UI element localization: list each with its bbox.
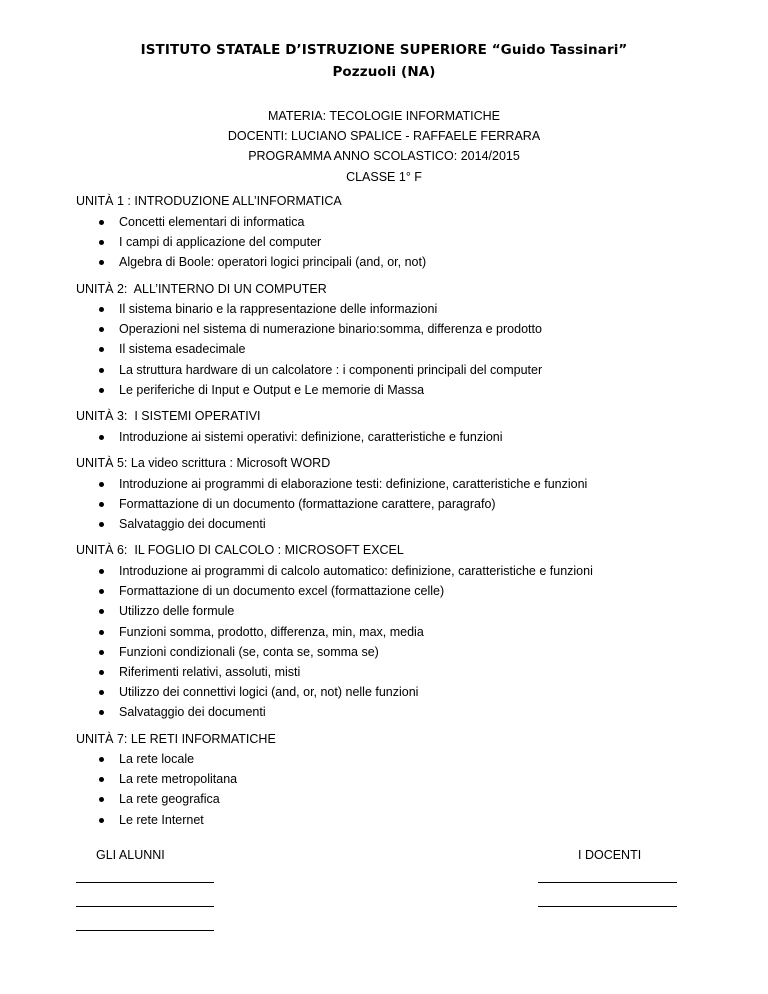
- list-item-text: La struttura hardware di un calcolatore : i componenti principali del computer: [119, 362, 543, 377]
- bullet-icon: [99, 240, 104, 245]
- bullet-icon: [99, 690, 104, 695]
- bullet-icon: [99, 670, 104, 675]
- list-item: [76, 212, 426, 232]
- bullet-icon: [99, 388, 104, 393]
- unit-title: UNITÀ 6: IL FOGLIO DI CALCOLO : MICROSOFT EXCEL: [76, 543, 404, 557]
- class-line: CLASSE 1° F: [346, 170, 422, 184]
- list-item: [76, 749, 237, 769]
- list-item-text: Il sistema esadecimale: [119, 342, 246, 357]
- list-item: [76, 514, 587, 534]
- list-item-text: Le rete Internet: [119, 812, 204, 827]
- bullet-icon: [99, 777, 104, 782]
- list-item-text: Funzioni condizionali (se, conta se, somma se): [119, 644, 379, 659]
- unit-title: UNITÀ 5: La video scrittura : Microsoft WORD: [76, 456, 331, 470]
- teachers-signature-line: [538, 906, 677, 907]
- subject-line: MATERIA: TECOLOGIE INFORMATICHE: [268, 109, 500, 123]
- students-signature-line: [76, 930, 214, 931]
- list-item-text: Salvataggio dei documenti: [119, 517, 266, 532]
- bullet-icon: [99, 630, 104, 635]
- list-item: [76, 789, 237, 809]
- bullet-icon: [99, 260, 104, 265]
- unit-item-list: [76, 749, 237, 830]
- bullet-icon: [99, 368, 104, 373]
- list-item-text: La rete geografica: [119, 792, 220, 807]
- list-item: [76, 702, 593, 722]
- list-item-text: Algebra di Boole: operatori logici principali (and, or, not): [119, 255, 427, 270]
- list-item-text: Riferimenti relativi, assoluti, misti: [119, 664, 301, 679]
- bullet-icon: [99, 710, 104, 715]
- students-signature-label: GLI ALUNNI: [96, 848, 165, 862]
- list-item-text: Le periferiche di Input e Output e Le memorie di Massa: [119, 382, 425, 397]
- bullet-icon: [99, 797, 104, 802]
- list-item: [76, 494, 587, 514]
- list-item: [76, 642, 593, 662]
- teachers-signature-line: [538, 882, 677, 883]
- unit-item-list: [76, 299, 542, 400]
- bullet-icon: [99, 569, 104, 574]
- list-item-text: Introduzione ai programmi di elaborazione testi: definizione, caratteristiche e funzioni: [119, 477, 588, 491]
- list-item-text: Formattazione di un documento excel (formattazione celle): [119, 584, 445, 599]
- list-item: [76, 561, 593, 581]
- list-item-text: Operazioni nel sistema di numerazione binario:somma, differenza e prodotto: [119, 322, 542, 337]
- list-item-text: Introduzione ai sistemi operativi: definizione, caratteristiche e funzioni: [119, 430, 503, 444]
- unit-item-list: [76, 561, 593, 723]
- list-item: [76, 339, 542, 359]
- list-item-text: La rete locale: [119, 752, 195, 766]
- list-item-text: La rete metropolitana: [119, 772, 238, 787]
- students-signature-line: [76, 906, 214, 907]
- bullet-icon: [99, 307, 104, 312]
- list-item: [76, 319, 542, 339]
- list-item-text: Utilizzo dei connettivi logici (and, or, not) nelle funzioni: [119, 685, 419, 700]
- program-line: PROGRAMMA ANNO SCOLASTICO: 2014/2015: [248, 149, 520, 163]
- list-item-text: Concetti elementari di informatica: [119, 215, 305, 229]
- bullet-icon: [99, 589, 104, 594]
- bullet-icon: [99, 347, 104, 352]
- list-item-text: I campi di applicazione del computer: [119, 235, 322, 250]
- bullet-icon: [99, 482, 104, 487]
- bullet-icon: [99, 435, 104, 440]
- unit-item-list: [76, 474, 587, 535]
- students-signature-line: [76, 882, 214, 883]
- bullet-icon: [99, 609, 104, 614]
- list-item: [76, 662, 593, 682]
- unit-title: UNITÀ 1 : INTRODUZIONE ALL’INFORMATICA: [76, 194, 342, 208]
- list-item: [76, 360, 542, 380]
- school-city: Pozzuoli (NA): [332, 64, 436, 80]
- bullet-icon: [99, 650, 104, 655]
- bullet-icon: [99, 502, 104, 507]
- unit-item-list: [76, 212, 426, 273]
- list-item-text: Funzioni somma, prodotto, differenza, min, max, media: [119, 624, 424, 639]
- unit-title: UNITÀ 3: I SISTEMI OPERATIVI: [76, 409, 261, 423]
- bullet-icon: [99, 327, 104, 332]
- bullet-icon: [99, 522, 104, 527]
- list-item-text: Utilizzo delle formule: [119, 604, 235, 619]
- list-item: [76, 581, 593, 601]
- bullet-icon: [99, 818, 104, 823]
- list-item-text: Formattazione di un documento (formattazione carattere, paragrafo): [119, 497, 496, 512]
- unit-title: UNITÀ 7: LE RETI INFORMATICHE: [76, 732, 276, 746]
- list-item: [76, 299, 542, 319]
- bullet-icon: [99, 757, 104, 762]
- list-item: [76, 427, 503, 447]
- list-item: [76, 474, 587, 494]
- list-item-text: Salvataggio dei documenti: [119, 705, 266, 720]
- list-item: [76, 682, 593, 702]
- unit-title: UNITÀ 2: ALL’INTERNO DI UN COMPUTER: [76, 282, 327, 296]
- list-item: [76, 769, 237, 789]
- list-item-text: Introduzione ai programmi di calcolo automatico: definizione, caratteristiche e funzioni: [119, 564, 593, 578]
- list-item-text: Il sistema binario e la rappresentazione delle informazioni: [119, 302, 438, 316]
- teachers-line: DOCENTI: LUCIANO SPALICE - RAFFAELE FERRARA: [227, 129, 541, 143]
- list-item: [76, 232, 426, 252]
- list-item: [76, 601, 593, 621]
- bullet-icon: [99, 220, 104, 225]
- list-item: [76, 622, 593, 642]
- list-item: [76, 252, 426, 272]
- unit-item-list: [76, 427, 503, 447]
- list-item: [76, 810, 237, 830]
- teachers-signature-label: I DOCENTI: [578, 848, 642, 862]
- list-item: [76, 380, 542, 400]
- school-name: ISTITUTO STATALE D’ISTRUZIONE SUPERIORE “Guido Tassinari”: [140, 42, 628, 58]
